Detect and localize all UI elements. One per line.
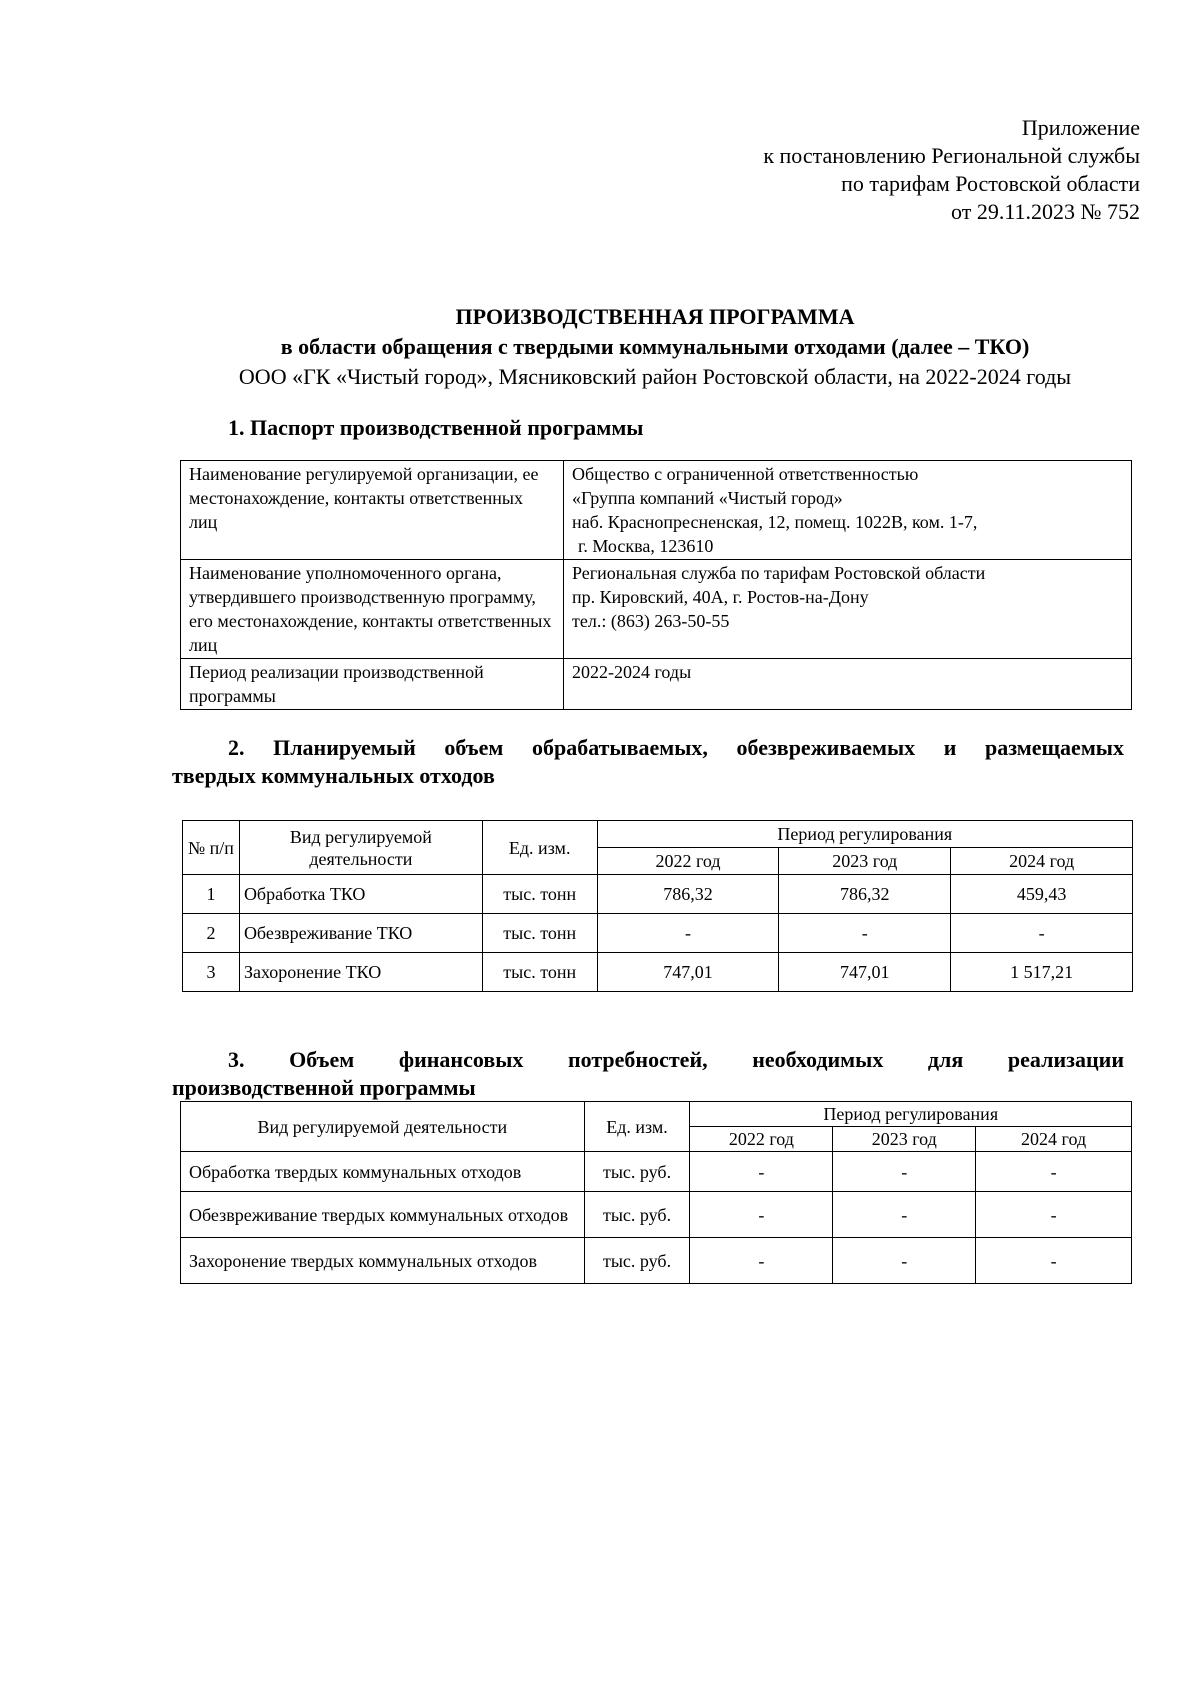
cell-value: - — [690, 1152, 833, 1192]
annex-header — [660, 114, 1140, 226]
passport-value — [564, 659, 1132, 710]
cell-value: 747,01 — [779, 953, 951, 992]
cell-value: 786,32 — [597, 875, 779, 914]
header-period: Период регулирования — [597, 821, 1132, 848]
value-line: наб. Краснопресненская, 12, помещ. 1022В, ком. 1-7, — [572, 512, 978, 532]
heading-line: производственной программы — [172, 1075, 476, 1100]
cell-unit: тыс. руб. — [584, 1192, 690, 1238]
volume-table — [182, 820, 1133, 992]
table-row — [181, 1238, 1132, 1284]
header-activity: Вид регулируемой деятельности — [239, 821, 482, 875]
table-header-row — [183, 821, 1133, 848]
cell-num: 1 — [183, 875, 240, 914]
heading-line: 3. Объем финансовых потребностей, необходимых для реализации — [228, 1047, 1124, 1072]
cell-unit: тыс. тонн — [482, 914, 597, 953]
cell-value: - — [690, 1192, 833, 1238]
table-row — [181, 560, 1132, 659]
cell-activity: Захоронение ТКО — [239, 953, 482, 992]
cell-value: - — [976, 1152, 1132, 1192]
value-line: «Группа компаний «Чистый город» — [572, 488, 843, 508]
passport-value — [564, 461, 1132, 560]
cell-unit: тыс. руб. — [584, 1238, 690, 1284]
header-year: 2023 год — [779, 848, 951, 875]
table-row — [183, 914, 1133, 953]
cell-value: 786,32 — [779, 875, 951, 914]
cell-value: - — [976, 1238, 1132, 1284]
table-header-row — [181, 1102, 1132, 1127]
cell-unit: тыс. тонн — [482, 953, 597, 992]
value-line: пр. Кировский, 40А, г. Ростов-на-Дону — [572, 587, 869, 607]
header-year: 2024 год — [976, 1127, 1132, 1152]
cell-unit: тыс. руб. — [584, 1152, 690, 1192]
header-year: 2022 год — [690, 1127, 833, 1152]
financial-table — [180, 1101, 1132, 1284]
section2-heading — [172, 734, 1124, 790]
header-activity: Вид регулируемой деятельности — [181, 1102, 585, 1152]
cell-value: 1 517,21 — [951, 953, 1133, 992]
document-title — [170, 302, 1140, 392]
table-row — [181, 1192, 1132, 1238]
table-row — [183, 875, 1133, 914]
heading-line: 2. Планируемый объем обрабатываемых, обезвреживаемых и размещаемых — [228, 735, 1124, 760]
value-line: Региональная служба по тарифам Ростовской области — [572, 563, 986, 583]
cell-value: - — [833, 1192, 976, 1238]
cell-num: 3 — [183, 953, 240, 992]
table-row — [181, 659, 1132, 710]
heading-line: твердых коммунальных отходов — [172, 763, 495, 788]
cell-value: - — [597, 914, 779, 953]
cell-value: - — [951, 914, 1133, 953]
cell-value: - — [833, 1238, 976, 1284]
passport-table — [180, 460, 1132, 710]
cell-activity: Обработка ТКО — [239, 875, 482, 914]
cell-activity: Обезвреживание ТКО — [239, 914, 482, 953]
section3-heading — [172, 1046, 1124, 1102]
cell-value: - — [976, 1192, 1132, 1238]
header-unit: Ед. изм. — [584, 1102, 690, 1152]
passport-label: Наименование уполномоченного органа, утвердившего производственную программу, его местонахождение, контакты ответственных лиц — [181, 560, 564, 659]
header-unit: Ед. изм. — [482, 821, 597, 875]
cell-value: 747,01 — [597, 953, 779, 992]
passport-value — [564, 560, 1132, 659]
title-subtitle: в области обращения с твердыми коммунальными отходами (далее – ТКО) — [280, 334, 1030, 359]
annex-line: Приложение — [1021, 115, 1140, 140]
cell-value: 459,43 — [951, 875, 1133, 914]
cell-value: - — [779, 914, 951, 953]
header-year: 2024 год — [951, 848, 1133, 875]
passport-label: Период реализации производственной программы — [181, 659, 564, 710]
value-line: 2022-2024 годы — [572, 662, 692, 682]
title-organization: ООО «ГК «Чистый город», Мясниковский район Ростовской области, на 2022-2024 годы — [238, 364, 1072, 389]
annex-line: по тарифам Ростовской области — [841, 171, 1140, 196]
value-line: Общество с ограниченной ответственностью — [572, 464, 919, 484]
table-row — [183, 953, 1133, 992]
cell-value: - — [833, 1152, 976, 1192]
table-row — [181, 461, 1132, 560]
header-year: 2022 год — [597, 848, 779, 875]
passport-label: Наименование регулируемой организации, ее местонахождение, контакты ответственных лиц — [181, 461, 564, 560]
title-main: ПРОИЗВОДСТВЕННАЯ ПРОГРАММА — [455, 304, 855, 329]
value-line: тел.: (863) 263-50-55 — [572, 611, 730, 631]
cell-activity: Захоронение твердых коммунальных отходов — [181, 1238, 585, 1284]
table-row — [181, 1152, 1132, 1192]
cell-unit: тыс. тонн — [482, 875, 597, 914]
section1-heading: 1. Паспорт производственной программы — [228, 415, 644, 440]
cell-activity: Обезвреживание твердых коммунальных отходов — [181, 1192, 585, 1238]
annex-line: к постановлению Региональной службы — [763, 143, 1140, 168]
cell-activity: Обработка твердых коммунальных отходов — [181, 1152, 585, 1192]
cell-value: - — [690, 1238, 833, 1284]
header-year: 2023 год — [833, 1127, 976, 1152]
header-num: № п/п — [183, 821, 240, 875]
header-period: Период регулирования — [690, 1102, 1132, 1127]
cell-num: 2 — [183, 914, 240, 953]
annex-date-number: от 29.11.2023 № 752 — [951, 199, 1140, 224]
value-line: г. Москва, 123610 — [578, 536, 714, 556]
